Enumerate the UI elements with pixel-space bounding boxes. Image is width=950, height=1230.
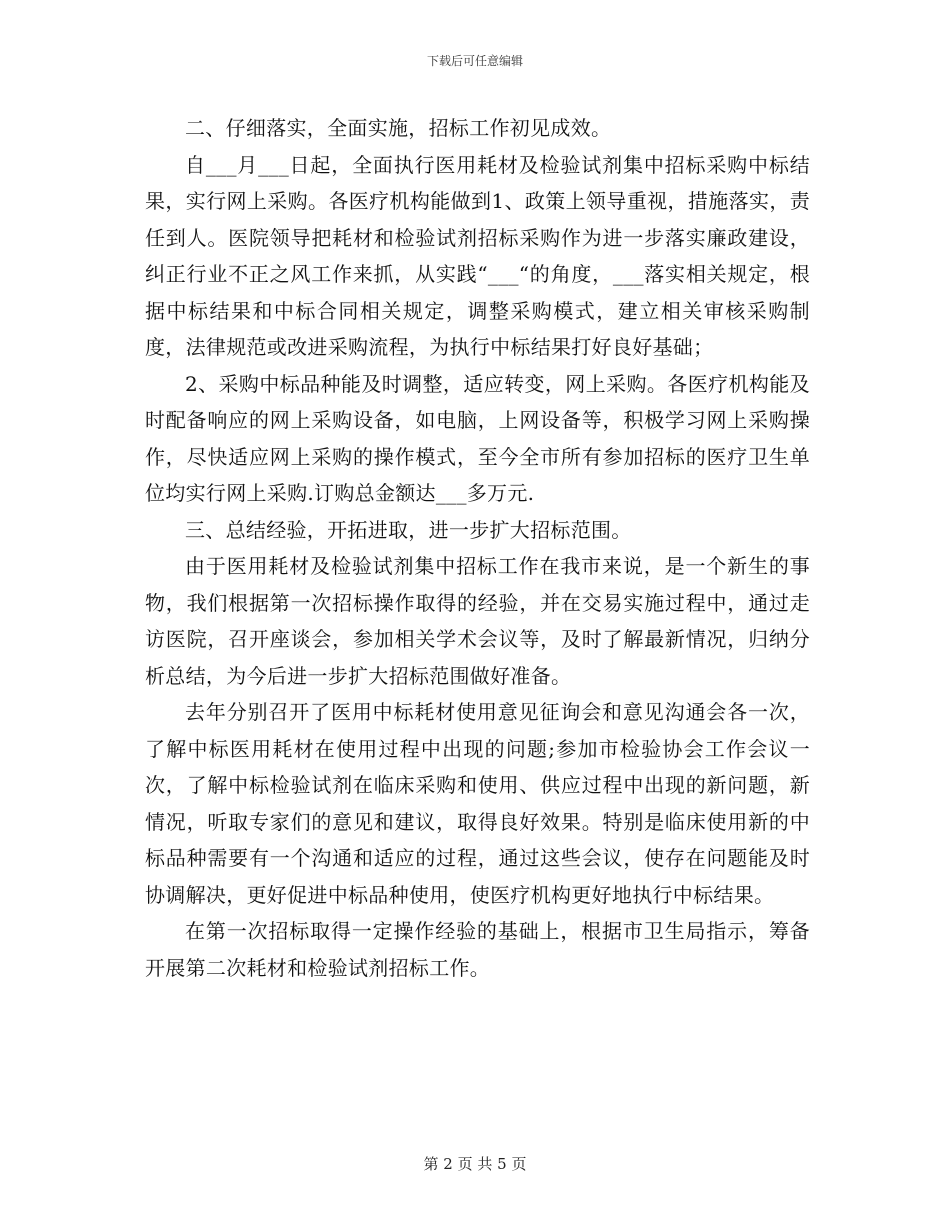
body-paragraph: 2、采购中标品种能及时调整，适应转变，网上采购。各医疗机构能及时配备响应的网上采购设备，如电脑，上网设备等，积极学习网上采购操作，尽快适应网上采购的操作模式，至今全市所有参加招标的医疗卫生单位均实行网上采购.订购总金额达___多万元. xyxy=(145,371,810,505)
section-heading-experience: 三、总结经验，开拓进取，进一步扩大招标范围。 xyxy=(185,517,632,542)
body-paragraph: 由于医用耗材及检验试剂集中招标工作在我市来说，是一个新生的事物，我们根据第一次招标操作取得的经验，并在交易实施过程中，通过走访医院，召开座谈会，参加相关学术会议等，及时了解最新情况，归纳分析总结，为今后进一步扩大招标范围做好准备。 xyxy=(145,554,810,688)
section-heading-implementation: 二、仔细落实，全面实施，招标工作初见成效。 xyxy=(185,116,612,140)
page-header-note: 下载后可任意编辑 xyxy=(426,54,523,68)
body-paragraph: 自___月___日起，全面执行医用耗材及检验试剂集中招标采购中标结果，实行网上采购。各医疗机构能做到1、政策上领导重视，措施落实，责任到人。医院领导把耗材和检验试剂招标采购作为进一步落实廉政建设，纠正行业不正之风工作来抓，从实践“___“的角度，___落实相关规定，根据中标结果和中标合同相关规定，调整采购模式，建立相关审核采购制度，法律规范或改进采购流程，为执行中标结果打好良好基础； xyxy=(145,152,810,359)
document-body xyxy=(145,110,810,986)
page-number: 第 2 页 共 5 页 xyxy=(423,1155,527,1173)
body-paragraph: 在第一次招标取得一定操作经验的基础上，根据市卫生局指示，筹备开展第二次耗材和检验试剂招标工作。 xyxy=(145,919,810,980)
body-paragraph: 去年分别召开了医用中标耗材使用意见征询会和意见沟通会各一次，了解中标医用耗材在使用过程中出现的问题;参加市检验协会工作会议一次，了解中标检验试剂在临床采购和使用、供应过程中出现的新问题，新情况，听取专家们的意见和建议，取得良好效果。特别是临床使用新的中标品种需要有一个沟通和适应的过程，通过这些会议，使存在问题能及时协调解决，更好促进中标品种使用，使医疗机构更好地执行中标结果。 xyxy=(145,700,810,907)
